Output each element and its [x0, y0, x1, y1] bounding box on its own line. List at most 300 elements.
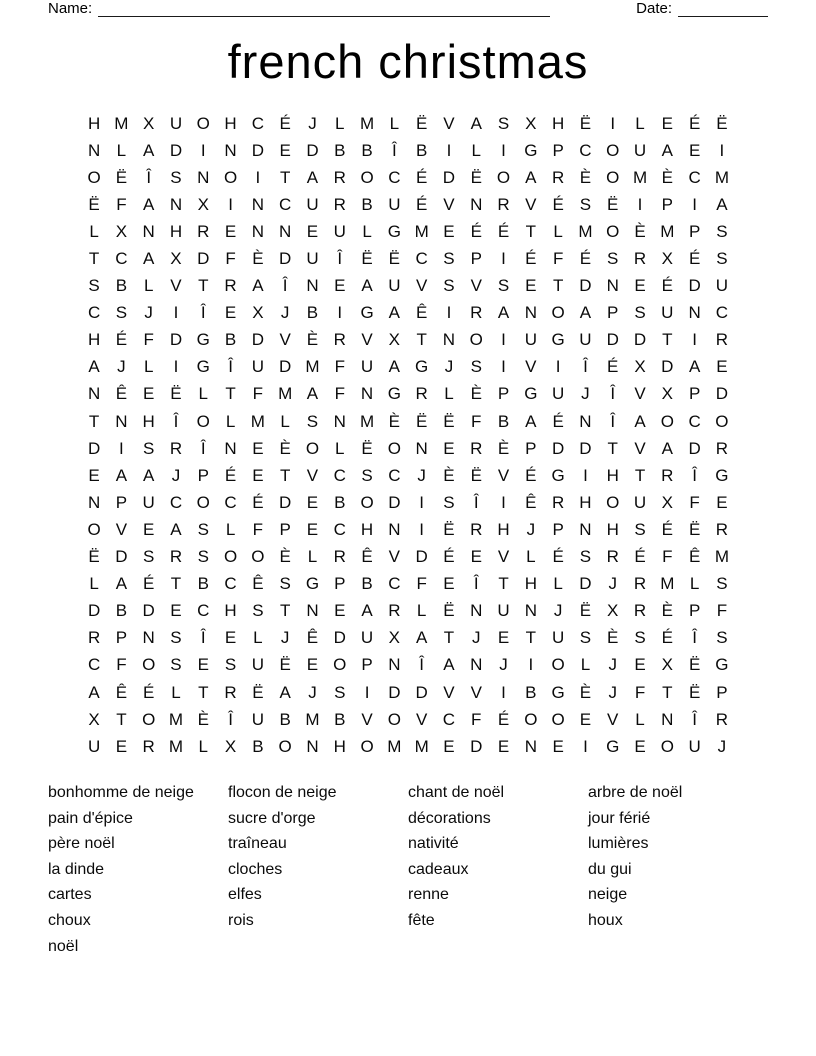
- grid-cell-letter: C: [415, 249, 428, 269]
- grid-cell-letter: È: [388, 411, 401, 431]
- grid-cell-letter: N: [388, 519, 401, 539]
- grid-cell-letter: É: [470, 221, 482, 241]
- grid-row: [80, 408, 735, 435]
- grid-cell-letter: E: [334, 601, 346, 621]
- grid-cell-letter: U: [661, 303, 674, 323]
- grid-cell-letter: U: [688, 736, 701, 756]
- grid-cell-letter: F: [143, 330, 154, 350]
- grid-cell-letter: D: [715, 384, 729, 404]
- grid-cell-letter: Î: [391, 140, 397, 160]
- grid-cell-letter: P: [552, 140, 564, 160]
- grid-cell-letter: O: [387, 438, 401, 458]
- grid-cell-letter: E: [334, 276, 346, 296]
- grid-cell-letter: É: [688, 249, 701, 269]
- grid-cell-letter: N: [524, 601, 537, 621]
- grid-cell-letter: È: [279, 438, 291, 458]
- grid-cell-letter: I: [583, 465, 588, 485]
- grid-cell-letter: E: [252, 438, 264, 458]
- grid-cell-letter: H: [87, 113, 101, 133]
- grid-cell-letter: G: [415, 357, 429, 377]
- grid-cell-letter: Î: [473, 492, 479, 512]
- grid-cell-letter: N: [142, 221, 155, 241]
- grid-cell-letter: Ë: [361, 249, 373, 269]
- grid-cell-letter: T: [416, 330, 427, 350]
- grid-cell-letter: D: [633, 330, 647, 350]
- grid-cell-letter: E: [170, 601, 182, 621]
- grid-cell-letter: F: [334, 384, 345, 404]
- word-list-item: noël: [48, 937, 79, 955]
- grid-cell-letter: S: [470, 357, 482, 377]
- grid-cell-letter: P: [470, 249, 482, 269]
- grid-cell-letter: N: [524, 736, 537, 756]
- grid-cell-letter: A: [361, 601, 373, 621]
- grid-cell-letter: P: [688, 601, 701, 621]
- grid-cell-letter: R: [715, 709, 729, 729]
- grid-cell-letter: G: [715, 465, 729, 485]
- grid-cell-letter: S: [88, 276, 100, 296]
- grid-cell-letter: X: [661, 384, 673, 404]
- grid-cell-letter: I: [419, 492, 425, 512]
- grid-row: [80, 381, 735, 408]
- grid-cell-letter: R: [169, 547, 183, 567]
- grid-cell-letter: C: [87, 303, 101, 323]
- grid-cell-letter: I: [364, 682, 370, 702]
- grid-cell-letter: H: [579, 492, 592, 512]
- grid-cell-letter: Î: [610, 384, 616, 404]
- grid-cell-letter: H: [497, 519, 510, 539]
- grid-cell-letter: D: [661, 357, 674, 377]
- grid-cell-letter: V: [115, 519, 128, 539]
- grid-cell-letter: P: [497, 384, 510, 404]
- grid-cell-letter: R: [333, 330, 346, 350]
- grid-cell-letter: O: [223, 547, 238, 567]
- grid-cell-letter: O: [360, 167, 374, 187]
- grid-cell-letter: E: [443, 574, 455, 594]
- grid-cell-letter: J: [499, 655, 508, 675]
- grid-cell-letter: L: [689, 574, 700, 594]
- grid-cell-letter: D: [169, 330, 183, 350]
- word-list: [48, 780, 788, 959]
- grid-cell-letter: L: [553, 574, 563, 594]
- grid-cell-letter: Î: [200, 628, 206, 648]
- grid-cell-letter: É: [607, 357, 619, 377]
- grid-cell-letter: Î: [692, 465, 697, 485]
- grid-cell-letter: D: [415, 682, 428, 702]
- grid-cell-letter: E: [688, 140, 701, 160]
- grid-cell-letter: É: [415, 167, 428, 187]
- grid-cell-letter: I: [501, 357, 506, 377]
- grid-cell-letter: T: [279, 465, 291, 485]
- grid-cell-letter: V: [388, 547, 401, 567]
- grid-cell-letter: X: [607, 601, 619, 621]
- grid-cell-letter: M: [168, 736, 184, 756]
- grid-cell-letter: C: [115, 249, 128, 269]
- grid-cell-letter: L: [198, 736, 208, 756]
- grid-cell-letter: S: [197, 519, 209, 539]
- grid-row: [80, 571, 735, 598]
- grid-cell-letter: E: [525, 276, 537, 296]
- grid-cell-letter: L: [198, 384, 208, 404]
- grid-cell-letter: D: [388, 492, 401, 512]
- grid-cell-letter: J: [526, 519, 536, 539]
- word-list-item: nativité: [408, 835, 459, 853]
- grid-cell-letter: E: [143, 519, 155, 539]
- grid-cell-letter: F: [252, 519, 264, 539]
- grid-cell-letter: J: [117, 357, 126, 377]
- grid-cell-letter: Î: [692, 709, 697, 729]
- grid-cell-letter: L: [89, 574, 99, 594]
- grid-cell-letter: M: [414, 221, 429, 241]
- grid-cell-letter: X: [388, 628, 401, 648]
- grid-cell-letter: O: [333, 655, 347, 675]
- grid-cell-letter: É: [115, 330, 128, 350]
- grid-row: [80, 733, 735, 760]
- grid-cell-letter: A: [497, 303, 510, 323]
- grid-cell-letter: M: [278, 384, 293, 404]
- grid-cell-letter: S: [579, 194, 592, 214]
- grid-cell-letter: I: [501, 249, 506, 269]
- grid-cell-letter: A: [661, 140, 673, 160]
- grid-cell-letter: O: [387, 709, 401, 729]
- grid-cell-letter: S: [579, 547, 592, 567]
- word-list-item: pain d'épice: [48, 809, 133, 827]
- grid-row: [80, 245, 735, 272]
- grid-cell-letter: D: [579, 276, 592, 296]
- word-list-item: chant de noël: [408, 784, 505, 801]
- grid-cell-letter: A: [143, 249, 155, 269]
- grid-cell-letter: R: [551, 167, 565, 187]
- grid-cell-letter: Î: [146, 167, 152, 187]
- grid-cell-letter: A: [525, 167, 537, 187]
- word-list-item: fête: [408, 911, 435, 929]
- grid-cell-letter: O: [278, 736, 292, 756]
- grid-cell-letter: M: [660, 574, 675, 594]
- grid-cell-letter: Ë: [716, 113, 728, 133]
- word-list-item: sucre d'orge: [228, 809, 316, 827]
- grid-cell-letter: Ë: [361, 438, 373, 458]
- grid-cell-letter: O: [87, 167, 101, 187]
- grid-cell-letter: Î: [473, 574, 479, 594]
- grid-cell-letter: D: [251, 330, 264, 350]
- word-list-item: arbre de noël: [588, 784, 683, 801]
- grid-cell-letter: F: [552, 249, 564, 269]
- grid-row: [80, 137, 735, 164]
- grid-cell-letter: Ê: [115, 384, 128, 404]
- grid-cell-letter: Ë: [579, 113, 592, 133]
- grid-cell-letter: T: [662, 330, 673, 350]
- grid-cell-letter: L: [389, 113, 400, 133]
- grid-cell-letter: È: [579, 682, 592, 702]
- grid-cell-letter: C: [688, 167, 701, 187]
- grid-cell-letter: E: [443, 438, 455, 458]
- grid-cell-letter: B: [497, 411, 510, 431]
- grid-cell-letter: I: [637, 194, 643, 214]
- grid-cell-letter: E: [88, 465, 100, 485]
- word-list-item: flocon de neige: [228, 784, 337, 801]
- grid-row: [80, 273, 735, 300]
- grid-cell-letter: P: [361, 655, 373, 675]
- grid-cell-letter: V: [470, 276, 482, 296]
- grid-cell-letter: I: [337, 303, 343, 323]
- grid-cell-letter: E: [634, 276, 646, 296]
- grid-cell-letter: S: [252, 601, 264, 621]
- grid-cell-letter: R: [470, 303, 483, 323]
- grid-cell-letter: E: [197, 655, 209, 675]
- grid-cell-letter: Ë: [607, 194, 619, 214]
- grid-row: [80, 706, 735, 733]
- grid-cell-letter: I: [528, 655, 534, 675]
- grid-cell-letter: È: [497, 438, 510, 458]
- grid-cell-letter: C: [224, 574, 237, 594]
- grid-cell-letter: C: [442, 709, 456, 729]
- grid-cell-letter: P: [115, 492, 128, 512]
- grid-cell-letter: O: [660, 411, 674, 431]
- grid-cell-letter: T: [498, 574, 509, 594]
- grid-cell-letter: X: [388, 330, 401, 350]
- grid-cell-letter: S: [170, 628, 182, 648]
- grid-cell-letter: H: [606, 519, 619, 539]
- grid-cell-letter: A: [279, 682, 291, 702]
- grid-cell-letter: N: [606, 276, 619, 296]
- grid-cell-letter: É: [415, 194, 428, 214]
- word-list-item: houx: [588, 911, 623, 929]
- grid-cell-letter: M: [578, 221, 593, 241]
- grid-cell-letter: È: [306, 330, 319, 350]
- grid-cell-letter: S: [716, 628, 728, 648]
- grid-cell-letter: È: [197, 709, 209, 729]
- grid-cell-letter: É: [497, 221, 510, 241]
- grid-row: [80, 544, 735, 571]
- grid-cell-letter: R: [470, 438, 483, 458]
- grid-cell-letter: N: [279, 221, 292, 241]
- grid-cell-letter: P: [279, 519, 291, 539]
- grid-cell-letter: Ë: [579, 601, 592, 621]
- word-list-item: décorations: [408, 809, 491, 827]
- grid-cell-letter: S: [197, 547, 209, 567]
- grid-cell-letter: J: [608, 682, 617, 702]
- grid-cell-letter: D: [87, 438, 101, 458]
- grid-cell-letter: H: [224, 601, 237, 621]
- grid-cell-letter: B: [334, 140, 346, 160]
- grid-cell-letter: E: [443, 736, 455, 756]
- grid-cell-letter: I: [255, 167, 261, 187]
- grid-cell-letter: D: [688, 438, 701, 458]
- grid-cell-letter: D: [142, 601, 155, 621]
- grid-cell-letter: S: [497, 276, 510, 296]
- grid-cell-letter: I: [419, 519, 425, 539]
- grid-cell-letter: R: [333, 194, 346, 214]
- grid-cell-letter: M: [387, 736, 402, 756]
- grid-cell-letter: L: [471, 140, 481, 160]
- grid-cell-letter: E: [634, 736, 646, 756]
- grid-cell-letter: T: [198, 276, 209, 296]
- grid-cell-letter: T: [634, 465, 646, 485]
- grid-cell-letter: E: [115, 736, 128, 756]
- grid-cell-letter: A: [115, 574, 128, 594]
- grid-cell-letter: D: [87, 601, 101, 621]
- grid-cell-letter: B: [415, 140, 428, 160]
- grid-cell-letter: B: [306, 303, 319, 323]
- grid-cell-letter: J: [444, 357, 454, 377]
- grid-cell-letter: Ë: [415, 113, 428, 133]
- grid-cell-letter: S: [634, 303, 646, 323]
- grid-cell-letter: F: [225, 249, 236, 269]
- grid-cell-letter: V: [279, 330, 291, 350]
- grid-cell-letter: G: [551, 465, 565, 485]
- name-blank-line: [98, 2, 550, 17]
- grid-cell-letter: B: [252, 736, 264, 756]
- grid-cell-letter: A: [361, 276, 373, 296]
- grid-cell-letter: D: [579, 438, 592, 458]
- word-list-item: renne: [408, 886, 449, 904]
- grid-cell-letter: N: [142, 628, 155, 648]
- grid-cell-letter: P: [688, 221, 701, 241]
- grid-cell-letter: Î: [282, 276, 288, 296]
- grid-cell-letter: U: [633, 492, 647, 512]
- word-list-column: [228, 780, 408, 959]
- grid-cell-letter: Ë: [688, 519, 701, 539]
- grid-cell-letter: M: [714, 547, 729, 567]
- grid-cell-letter: R: [633, 249, 647, 269]
- grid-cell-letter: R: [715, 330, 729, 350]
- grid-cell-letter: T: [443, 628, 455, 648]
- grid-cell-letter: Ë: [115, 167, 128, 187]
- grid-cell-letter: Î: [419, 655, 425, 675]
- grid-cell-letter: V: [634, 438, 646, 458]
- grid-cell-letter: È: [252, 249, 264, 269]
- grid-cell-letter: S: [143, 547, 155, 567]
- grid-cell-letter: A: [470, 113, 482, 133]
- grid-cell-letter: É: [634, 547, 646, 567]
- grid-cell-letter: É: [252, 492, 264, 512]
- grid-cell-letter: R: [415, 384, 428, 404]
- grid-cell-letter: O: [223, 167, 238, 187]
- grid-cell-letter: E: [306, 519, 319, 539]
- grid-cell-letter: E: [224, 221, 237, 241]
- grid-cell-letter: C: [251, 113, 264, 133]
- grid-cell-letter: M: [414, 736, 429, 756]
- grid-cell-letter: L: [253, 628, 263, 648]
- grid-cell-letter: S: [634, 519, 646, 539]
- grid-cell-letter: F: [416, 574, 427, 594]
- grid-cell-letter: G: [305, 574, 320, 594]
- grid-cell-letter: É: [579, 249, 592, 269]
- grid-cell-letter: B: [115, 276, 128, 296]
- grid-cell-letter: V: [170, 276, 182, 296]
- grid-cell-letter: D: [442, 167, 456, 187]
- grid-cell-letter: L: [635, 709, 645, 729]
- grid-cell-letter: S: [334, 682, 346, 702]
- grid-cell-letter: U: [715, 276, 729, 296]
- grid-cell-letter: P: [334, 574, 346, 594]
- grid-cell-letter: Ë: [688, 655, 701, 675]
- grid-cell-letter: N: [688, 303, 701, 323]
- grid-cell-letter: L: [444, 384, 454, 404]
- grid-row: [80, 164, 735, 191]
- grid-cell-letter: P: [115, 628, 128, 648]
- grid-cell-letter: V: [470, 682, 482, 702]
- grid-cell-letter: L: [526, 547, 536, 567]
- grid-cell-letter: I: [173, 357, 179, 377]
- grid-cell-letter: É: [443, 547, 455, 567]
- grid-cell-letter: O: [360, 492, 374, 512]
- grid-row: [80, 110, 735, 137]
- grid-cell-letter: A: [634, 411, 646, 431]
- grid-cell-letter: G: [387, 221, 401, 241]
- grid-cell-letter: A: [388, 303, 401, 323]
- word-list-item: père noël: [48, 835, 115, 853]
- grid-cell-letter: U: [142, 492, 155, 512]
- grid-cell-letter: J: [608, 655, 617, 675]
- grid-cell-letter: X: [170, 249, 182, 269]
- grid-cell-letter: N: [661, 709, 674, 729]
- grid-cell-letter: C: [579, 140, 592, 160]
- grid-cell-letter: D: [688, 276, 701, 296]
- grid-row: [80, 679, 735, 706]
- grid-cell-letter: V: [443, 194, 455, 214]
- grid-cell-letter: I: [119, 438, 124, 458]
- grid-cell-letter: R: [661, 465, 674, 485]
- grid-cell-letter: B: [279, 709, 291, 729]
- grid-cell-letter: I: [446, 140, 452, 160]
- grid-cell-letter: U: [524, 330, 537, 350]
- date-label: Date:: [636, 0, 672, 17]
- grid-cell-letter: V: [525, 357, 537, 377]
- grid-cell-letter: A: [443, 655, 455, 675]
- grid-cell-letter: S: [716, 221, 728, 241]
- grid-cell-letter: M: [114, 113, 129, 133]
- grid-cell-letter: Î: [200, 303, 206, 323]
- grid-cell-letter: N: [197, 167, 210, 187]
- grid-cell-letter: E: [579, 709, 592, 729]
- grid-cell-letter: V: [607, 709, 619, 729]
- grid-cell-letter: H: [360, 519, 374, 539]
- grid-cell-letter: N: [579, 411, 592, 431]
- grid-cell-letter: E: [497, 628, 510, 648]
- grid-cell-letter: N: [87, 492, 101, 512]
- grid-cell-letter: É: [143, 682, 155, 702]
- grid-cell-letter: S: [361, 465, 373, 485]
- grid-cell-letter: L: [307, 547, 318, 567]
- word-list-item: neige: [588, 886, 628, 904]
- grid-cell-letter: R: [142, 736, 155, 756]
- grid-cell-letter: T: [88, 411, 100, 431]
- grid-cell-letter: G: [715, 655, 729, 675]
- grid-cell-letter: R: [87, 628, 101, 648]
- grid-cell-letter: A: [170, 519, 182, 539]
- grid-cell-letter: F: [116, 194, 127, 214]
- grid-cell-letter: L: [580, 655, 591, 675]
- grid-cell-letter: A: [306, 167, 319, 187]
- grid-cell-letter: A: [252, 276, 264, 296]
- grid-cell-letter: G: [551, 682, 565, 702]
- grid-cell-letter: O: [469, 330, 483, 350]
- grid-cell-letter: É: [497, 709, 510, 729]
- grid-cell-letter: T: [198, 682, 209, 702]
- grid-cell-letter: É: [552, 547, 564, 567]
- word-list-item: jour férié: [588, 809, 651, 827]
- grid-cell-letter: R: [333, 167, 346, 187]
- grid-cell-letter: T: [552, 276, 564, 296]
- grid-cell-letter: E: [306, 492, 319, 512]
- grid-cell-letter: U: [551, 384, 565, 404]
- grid-cell-letter: U: [251, 709, 264, 729]
- grid-cell-letter: É: [525, 249, 537, 269]
- grid-cell-letter: É: [661, 276, 673, 296]
- word-list-item: rois: [228, 911, 254, 929]
- grid-cell-letter: U: [333, 221, 346, 241]
- grid-cell-letter: U: [169, 113, 183, 133]
